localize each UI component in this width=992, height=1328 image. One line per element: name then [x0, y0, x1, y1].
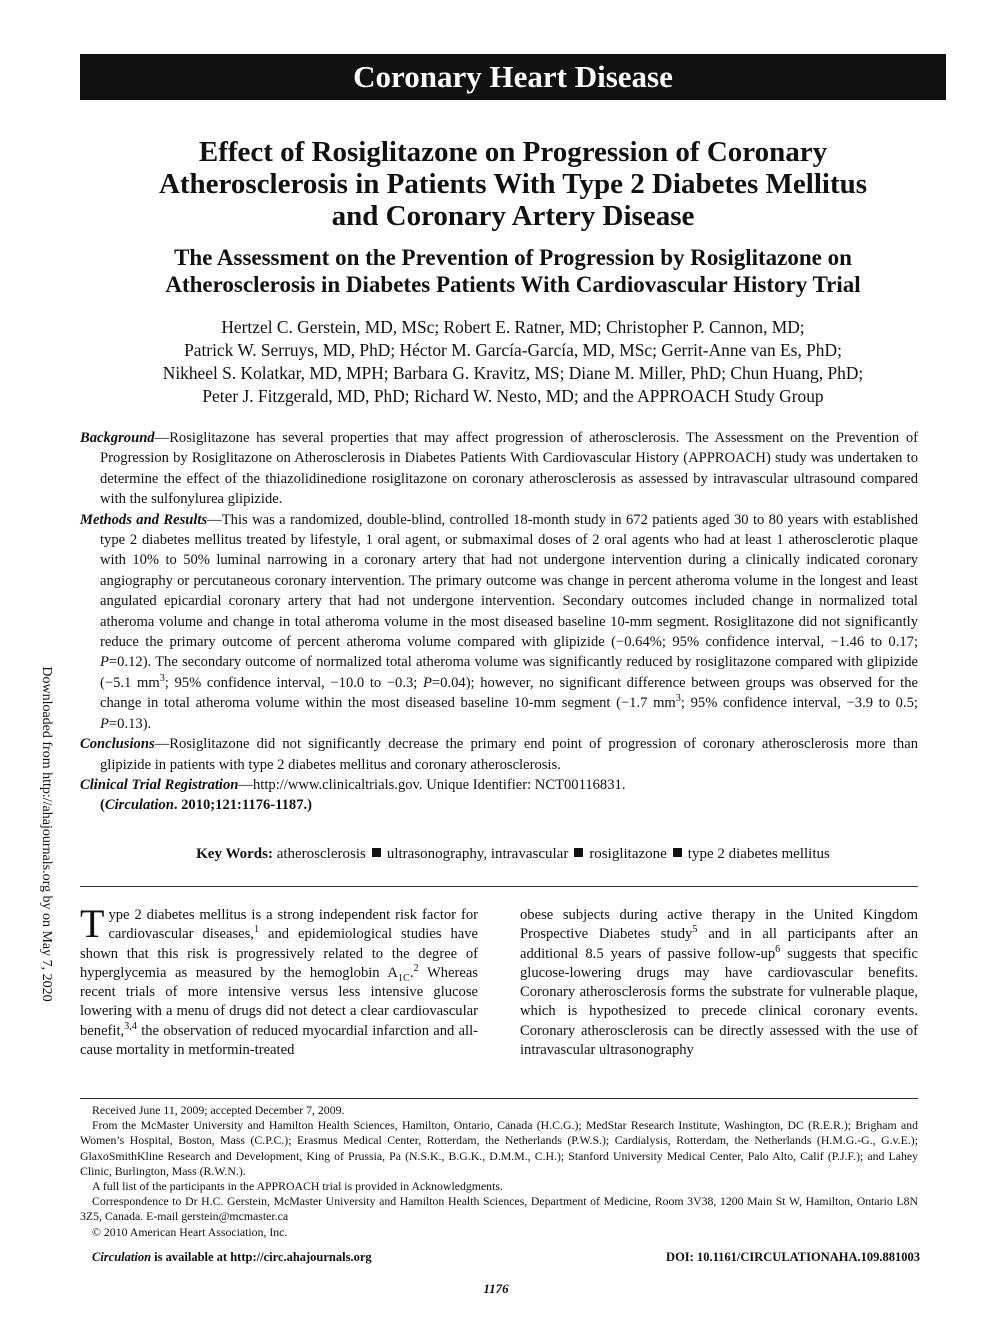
- abstract-text: —http://www.clinicaltrials.gov. Unique Identifier: NCT00116831.: [238, 776, 626, 793]
- square-bullet-icon: [372, 848, 381, 857]
- abstract-methods: [80, 510, 918, 734]
- keywords: [80, 846, 946, 863]
- abstract-background: [80, 428, 918, 510]
- journal-url-text: is available at http://circ.ahajournals.org: [151, 1250, 372, 1264]
- p-value-label: P: [100, 715, 109, 732]
- correspondence-note: Correspondence to Dr H.C. Gerstein, McMaster University and Hamilton Health Sciences, Department of Medicine, Room 3V38, 1200 Main St W, Hamilton, Ontario L8N 3Z5, Canada. E-mail gerstein@mcmaster.ca: [80, 1194, 918, 1224]
- keyword: ultrasonography, intravascular: [386, 846, 569, 862]
- reference-superscript: 1: [253, 924, 260, 936]
- reference-superscript: 3,4: [124, 1020, 137, 1032]
- author-list: [80, 316, 946, 408]
- divider: [80, 886, 918, 887]
- body-text: Whereas recent trials of more intensive versus less intensive glucose lowering with a menu of drugs did not detect a clear cardiovascular benefit,: [80, 964, 478, 1039]
- title-line: Effect of Rosiglitazone on Progression of Coronary: [198, 136, 828, 168]
- body-paragraph: [520, 906, 918, 1060]
- title-line: Atherosclerosis in Patients With Type 2 Diabetes Mellitus: [158, 168, 868, 200]
- footnotes: [80, 1103, 918, 1240]
- reference-superscript: 6: [775, 943, 781, 955]
- p-value-label: P: [100, 654, 109, 671]
- reference-superscript: 5: [692, 924, 698, 936]
- abstract-conclusions: [80, 734, 918, 775]
- abstract-heading: Clinical Trial Registration: [80, 776, 239, 793]
- reference-superscript: 2: [413, 963, 419, 975]
- abstract-heading: Background: [80, 430, 155, 446]
- download-watermark: [38, 664, 54, 1004]
- body-text: obese subjects during active therapy in the United Kingdom Prospective Diabetes study: [520, 907, 918, 943]
- article-title: [80, 136, 946, 232]
- body-text: suggests that specific glucose-lowering drugs may have cardiovascular benefits. Coronary atherosclerosis forms the substrate for vulnerable plaque, which is hypothesized to precede clinical coronary events. Coronary atherosclerosis can be directly assessed with the use of intravascular ultrasonography: [520, 945, 919, 1059]
- abstract-text: ; 95% confidence interval, −10.0 to −0.3;: [164, 674, 423, 691]
- body-column-right: [520, 906, 918, 1060]
- page-number: 1176: [483, 1281, 509, 1296]
- body-text: ype 2 diabetes mellitus is a strong independent risk factor for cardiovascular diseases,: [108, 907, 478, 943]
- citation: [80, 795, 918, 815]
- drop-cap: T: [80, 901, 105, 946]
- copyright-note: © 2010 American Heart Association, Inc.: [92, 1224, 288, 1239]
- abstract-registration: [80, 775, 918, 795]
- abstract-text: =0.04); however, no significant difference between groups was observed for the change in total atheroma volume within the most diseased baseline 10-mm segment (−1.7 mm: [100, 674, 918, 712]
- doi: DOI: 10.1161/CIRCULATIONAHA.109.881003: [666, 1250, 920, 1264]
- received-note: Received June 11, 2009; accepted December 7, 2009.: [92, 1103, 345, 1117]
- keywords-heading: Key Words:: [196, 846, 273, 862]
- square-bullet-icon: [673, 848, 682, 857]
- abstract-text: =0.13).: [108, 715, 152, 732]
- abstract-text: —Rosiglitazone has several properties that may affect progression of atherosclerosis. The Assessment on the Prevention of Progression by Rosiglitazone on Atherosclerosis in Diabetes Patients With Cardiovascular History (APPROACH) study was undertaken to determine the effect of the thiazolidinedione rosiglitazone on coronary atherosclerosis as assessed by intravascular ultrasound compared with the sulfonylurea glipizide.: [100, 430, 918, 508]
- subtitle-line: The Assessment on the Prevention of Progression by Rosiglitazone on: [174, 245, 852, 270]
- abstract-text: =0.12). The secondary outcome of normalized total atheroma volume was significantly reduced by rosiglitazone compared with glipizide (−5.1 mm: [100, 654, 918, 691]
- body-text: and in all participants after an additional 8.5 years of passive follow-up: [520, 926, 918, 962]
- abstract: [80, 428, 918, 816]
- citation-details: . 2010;121:1176-1187.): [173, 797, 313, 814]
- title-line: and Coronary Artery Disease: [331, 200, 695, 232]
- p-value-label: P: [423, 674, 432, 691]
- abstract-text: —Rosiglitazone did not significantly decrease the primary end point of progression of coronary atherosclerosis more than glipizide in patients with type 2 diabetes mellitus and coronary atherosclerosis.: [100, 736, 918, 773]
- journal-availability: [92, 1250, 372, 1265]
- affiliations-note: From the McMaster University and Hamilton Health Sciences, Hamilton, Ontario, Canada (H.C.G.); MedStar Research Institute, Washington, DC (R.E.R.); Brigham and Women’s Hospital, Boston, Mass (C.P.C.); Erasmus Medical Center, Rotterdam, the Netherlands (P.W.S.); Cardialysis, Rotterdam, the Netherlands (H.M.G.-G., G.v.E.); GlaxoSmithKline Research and Development, King of Prussia, Pa (N.S.K., B.G.K., D.M.M., C.H.); Stanford University Medical Center, Palo Alto, Calif (P.J.F.); and Lahey Clinic, Burlington, Mass (R.W.N.).: [80, 1118, 918, 1178]
- journal-name: Circulation: [92, 1250, 152, 1264]
- author-line: Nikheel S. Kolatkar, MD, MPH; Barbara G. Kravitz, MS; Diane M. Miller, PhD; Chun Huang, PhD;: [162, 363, 864, 383]
- keyword: atherosclerosis: [276, 846, 366, 862]
- superscript: 3: [675, 693, 681, 705]
- subtitle-line: Atherosclerosis in Diabetes Patients With Cardiovascular History Trial: [165, 272, 861, 297]
- superscript: 3: [159, 673, 165, 685]
- body-column-left: [80, 901, 478, 1060]
- keyword: rosiglitazone: [589, 846, 667, 862]
- body-paragraph: Type 2 diabetes mellitus is a strong independent risk factor for cardiovascular diseases,$^1$ and epidemiological studies have shown that this risk is progressively related to the degree of hyperglycemia as measured by the hemoglobin $A_{1C}.^2$ Whereas recent trials of more intensive versus less intensive glucose lowering with a menu of drugs did not detect a clear cardiovascular benefit,$^{3,4}$ the observation of reduced myocardial infarction and all-cause mortality in metformin-treated: [80, 901, 478, 1059]
- section-banner: Coronary Heart Disease: [80, 54, 946, 100]
- body-text: and epidemiological studies have shown that this risk is progressively related to the degree of hyperglycemia as measured by the hemoglobin A: [80, 926, 478, 981]
- abstract-text: —This was a randomized, double-blind, controlled 18-month study in 672 patients aged 30 to 80 years with established type 2 diabetes mellitus treated by lifestyle, 1 oral agent, or submaximal doses of 2 oral agents who had at least 1 atherosclerotic plaque with 10% to 50% luminal narrowing in a coronary artery that had not undergone intervention during a clinically indicated coronary angiography or percutaneous coronary intervention. The primary outcome was change in percent atheroma volume in the longest and least angulated epicardial coronary artery that had not undergone intervention. Secondary outcomes included change in normalized total atheroma volume and change in total atheroma volume in the most diseased baseline 10-mm segment. Rosiglitazone did not significantly reduce the primary outcome of percent atheroma volume compared with glipizide (−0.64%; 95% confidence interval, −1.46 to 0.17;: [100, 511, 918, 651]
- body-text: the observation of reduced myocardial infarction and all-cause mortality in metformin-treated: [80, 1022, 478, 1059]
- abstract-text: ; 95% confidence interval, −3.9 to 0.5;: [680, 695, 918, 712]
- article-subtitle: [80, 244, 946, 298]
- author-line: Patrick W. Serruys, MD, PhD; Héctor M. García-García, MD, MSc; Gerrit-Anne van Es, PhD;: [184, 340, 842, 360]
- abstract-heading: Conclusions: [80, 736, 155, 753]
- download-watermark-text: Downloaded from http://ahajournals.org by on May 7, 2020: [39, 666, 54, 1002]
- citation-journal: Circulation: [104, 797, 174, 814]
- author-line: Hertzel C. Gerstein, MD, MSc; Robert E. Ratner, MD; Christopher P. Cannon, MD;: [221, 317, 805, 337]
- abstract-heading: Methods and Results: [80, 511, 208, 528]
- subscript: 1C: [397, 972, 410, 984]
- author-line: Peter J. Fitzgerald, MD, PhD; Richard W. Nesto, MD; and the APPROACH Study Group: [202, 386, 824, 406]
- participants-note: A full list of the participants in the APPROACH trial is provided in Acknowledgments.: [92, 1179, 503, 1194]
- footnote-divider: [80, 1098, 918, 1099]
- square-bullet-icon: [574, 848, 583, 857]
- keyword: type 2 diabetes mellitus: [687, 846, 830, 862]
- citation-open: (: [100, 797, 105, 814]
